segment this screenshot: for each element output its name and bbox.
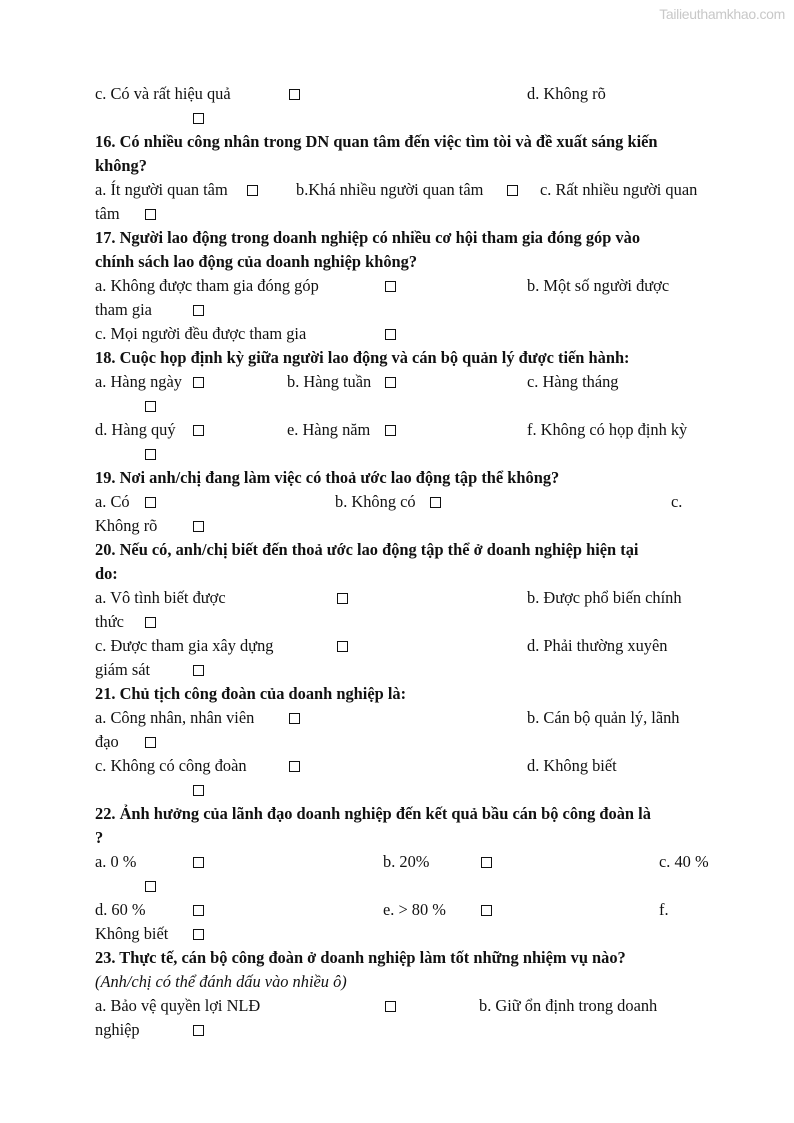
checkbox-icon[interactable] xyxy=(193,658,204,682)
checkbox-icon[interactable] xyxy=(430,490,441,514)
q22-option-f-cont: Không biết xyxy=(95,924,169,943)
q19-option-c-cont: Không rõ xyxy=(95,516,158,535)
q21-option-d: d. Không biết xyxy=(527,756,617,775)
checkbox-icon[interactable] xyxy=(385,994,396,1018)
q19-option-b: b. Không có xyxy=(335,492,416,511)
checkbox-icon[interactable] xyxy=(193,778,204,802)
q16-title-cont: không? xyxy=(95,156,147,175)
q18-option-f: f. Không có họp định kỳ xyxy=(527,420,688,439)
checkbox-icon[interactable] xyxy=(337,634,348,658)
q17-option-c: c. Mọi người đều được tham gia xyxy=(95,324,307,343)
checkbox-icon[interactable] xyxy=(193,922,204,946)
checkbox-icon[interactable] xyxy=(145,610,156,634)
q21-option-b: b. Cán bộ quản lý, lãnh xyxy=(527,708,680,727)
checkbox-icon[interactable] xyxy=(385,274,396,298)
checkbox-icon[interactable] xyxy=(193,1018,204,1042)
q23-note: (Anh/chị có thể đánh dấu vào nhiều ô) xyxy=(95,972,347,991)
checkbox-icon[interactable] xyxy=(193,418,204,442)
checkbox-icon[interactable] xyxy=(145,202,156,226)
checkbox-icon[interactable] xyxy=(193,514,204,538)
checkbox-icon[interactable] xyxy=(145,730,156,754)
checkbox-icon[interactable] xyxy=(385,322,396,346)
q22-option-d: d. 60 % xyxy=(95,900,146,919)
checkbox-icon[interactable] xyxy=(193,298,204,322)
q20-option-c: c. Được tham gia xây dựng xyxy=(95,636,274,655)
checkbox-icon[interactable] xyxy=(337,586,348,610)
checkbox-icon[interactable] xyxy=(145,442,156,466)
q23-option-a: a. Bảo vệ quyền lợi NLĐ xyxy=(95,996,261,1015)
q16-option-b: b.Khá nhiều người quan tâm xyxy=(296,180,484,199)
q15-option-d: d. Không rõ xyxy=(527,84,606,103)
checkbox-icon[interactable] xyxy=(481,850,492,874)
q17-option-b: b. Một số người được xyxy=(527,276,670,295)
q20-option-d: d. Phải thường xuyên xyxy=(527,636,668,655)
q21-option-b-cont: đạo xyxy=(95,732,119,751)
q21-option-a: a. Công nhân, nhân viên xyxy=(95,708,255,727)
q16-option-c: c. Rất nhiều người quan xyxy=(540,180,698,199)
checkbox-icon[interactable] xyxy=(289,706,300,730)
checkbox-icon[interactable] xyxy=(247,178,258,202)
q23-option-b: b. Giữ ổn định trong doanh xyxy=(479,996,658,1015)
q16-option-a: a. Ít người quan tâm xyxy=(95,180,228,199)
checkbox-icon[interactable] xyxy=(289,82,300,106)
q19-option-c: c. xyxy=(671,492,683,511)
q16-option-c-cont: tâm xyxy=(95,204,120,223)
checkbox-icon[interactable] xyxy=(481,898,492,922)
checkbox-icon[interactable] xyxy=(289,754,300,778)
checkbox-icon[interactable] xyxy=(507,178,518,202)
q17-option-b-cont: tham gia xyxy=(95,300,152,319)
q18-title: 18. Cuộc họp định kỳ giữa người lao động và cán bộ quản lý được tiến hành: xyxy=(95,348,630,367)
q19-title: 19. Nơi anh/chị đang làm việc có thoả ước lao động tập thể không? xyxy=(95,468,560,487)
q22-title: 22. Ảnh hưởng của lãnh đạo doanh nghiệp đến kết quả bầu cán bộ công đoàn là xyxy=(95,804,651,823)
checkbox-icon[interactable] xyxy=(385,418,396,442)
checkbox-icon[interactable] xyxy=(145,394,156,418)
q20-title-cont: do: xyxy=(95,564,118,583)
q17-option-a: a. Không được tham gia đóng góp xyxy=(95,276,319,295)
q22-option-e: e. > 80 % xyxy=(383,900,446,919)
q18-option-d: d. Hàng quý xyxy=(95,420,176,439)
q20-option-b: b. Được phổ biến chính xyxy=(527,588,682,607)
q18-option-b: b. Hàng tuần xyxy=(287,372,372,391)
q21-option-c: c. Không có công đoàn xyxy=(95,756,247,775)
q18-option-e: e. Hàng năm xyxy=(287,420,371,439)
checkbox-icon[interactable] xyxy=(385,370,396,394)
q22-title-cont: ? xyxy=(95,828,104,847)
checkbox-icon[interactable] xyxy=(193,370,204,394)
q18-option-a: a. Hàng ngày xyxy=(95,372,182,391)
q15-option-c: c. Có và rất hiệu quả xyxy=(95,84,231,103)
q20-title: 20. Nếu có, anh/chị biết đến thoả ước lao động tập thể ở doanh nghiệp hiện tại xyxy=(95,540,639,559)
q22-option-f: f. xyxy=(659,900,669,919)
q19-option-a: a. Có xyxy=(95,492,130,511)
checkbox-icon[interactable] xyxy=(145,490,156,514)
q17-title: 17. Người lao động trong doanh nghiệp có nhiều cơ hội tham gia đóng góp vào xyxy=(95,228,641,247)
watermark: Tailieuthamkhao.com xyxy=(659,6,785,22)
checkbox-icon[interactable] xyxy=(193,898,204,922)
q18-option-c: c. Hàng tháng xyxy=(527,372,619,391)
checkbox-icon[interactable] xyxy=(193,850,204,874)
q22-option-a: a. 0 % xyxy=(95,852,137,871)
checkbox-icon[interactable] xyxy=(193,106,204,130)
q23-title: 23. Thực tế, cán bộ công đoàn ở doanh nghiệp làm tốt những nhiệm vụ nào? xyxy=(95,948,626,967)
q16-title: 16. Có nhiều công nhân trong DN quan tâm đến việc tìm tòi và đề xuất sáng kiến xyxy=(95,132,658,151)
q22-option-b: b. 20% xyxy=(383,852,430,871)
q20-option-d-cont: giám sát xyxy=(95,660,151,679)
q20-option-b-cont: thức xyxy=(95,612,124,631)
q21-title: 21. Chủ tịch công đoàn của doanh nghiệp là: xyxy=(95,684,407,703)
checkbox-icon[interactable] xyxy=(145,874,156,898)
q20-option-a: a. Vô tình biết được xyxy=(95,588,226,607)
q22-option-c: c. 40 % xyxy=(659,852,709,871)
q17-title-cont: chính sách lao động của doanh nghiệp không? xyxy=(95,252,418,271)
q23-option-b-cont: nghiệp xyxy=(95,1020,140,1039)
